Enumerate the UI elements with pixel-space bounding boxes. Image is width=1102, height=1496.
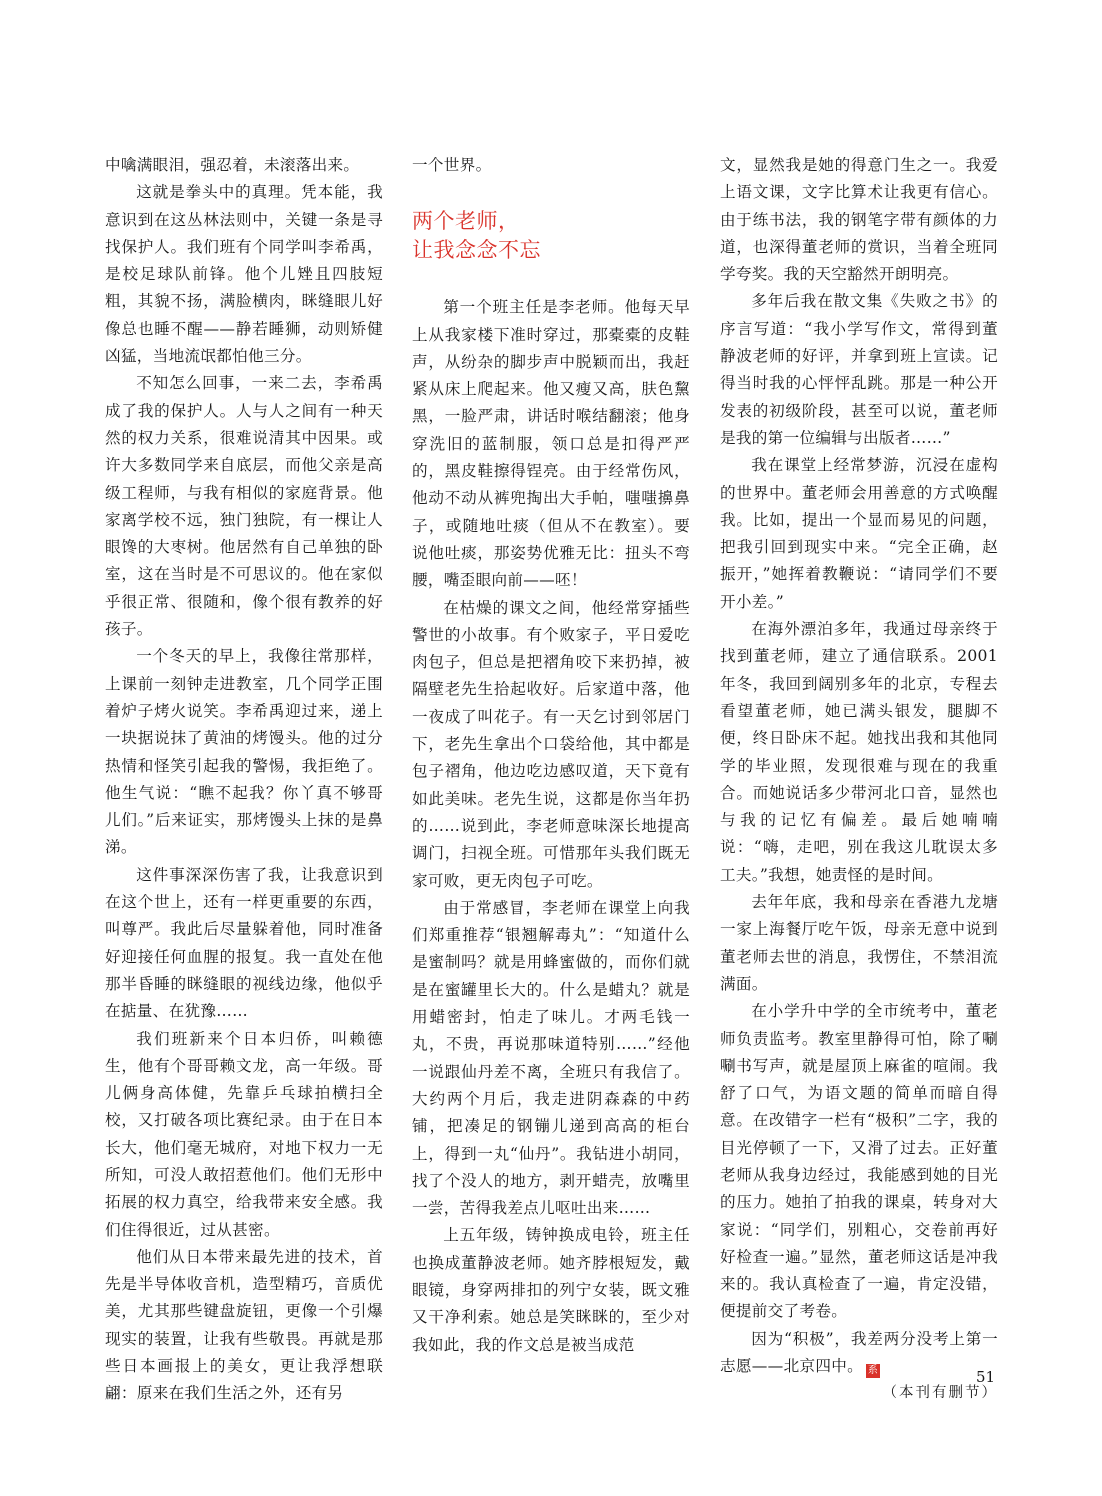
editor-note: （本刊有删节） [882,1385,998,1402]
paragraph: 我们班新来个日本归侨，叫赖德生，他有个哥哥赖文龙，高一年级。哥儿俩身高体健，先靠乒乓球拍横扫全校，又打破各项比赛纪录。由于在日本长大，他们毫无城府，对地下权力一无所知，可没人敢招惹他们。他们无形中拓展的权力真空，给我带来安全感。我们住得很近，过从甚密。 [105,1029,383,1239]
paragraph: 一个冬天的早上，我像往常那样，上课前一刻钟走进教室，几个同学正围着炉子烤火说笑。李希禹迎过来，递上一块据说抹了黄油的烤馒头。他的过分热情和怪笑引起我的警惕，我拒绝了。他生气说：“瞧不起我？你丫真不够哥儿们。”后来证实，那烤馒头上抹的是鼻涕。 [105,647,383,857]
paragraph: 上五年级，铸钟换成电铃，班主任也换成董静波老师。她齐脖根短发，戴眼镜，身穿两排扣的列宁女装，既文雅又干净利索。她总是笑眯眯的，至少对我如此，我的作文总是被当成范 [412,1226,690,1354]
heading-line-2: 让我念念不忘 [412,238,541,263]
paragraph: 文，显然我是她的得意门生之一。我爱上语文课，文字比算术让我更有信心。由于练书法，我的钢笔字带有颜体的力道，也深得董老师的赏识，当着全班同学夸奖。我的天空豁然开朗明亮。 [720,156,998,284]
paragraph: 他们从日本带来最先进的技术，首先是半导体收音机，造型精巧，音质优美，尤其那些键盘旋钮，更像一个引爆现实的装置，让我有些敬畏。再就是那些日本画报上的美女，更让我浮想联翩：原来在我们生活之外，还有另 [105,1247,383,1403]
column-1 [105,152,383,1408]
heading-line-1: 两个老师， [412,209,520,234]
paragraph-final [720,1326,998,1381]
paragraph: 由于常感冒，李老师在课堂上向我们郑重推荐“银翘解毒丸”：“知道什么是蜜制吗？就是用蜂蜜做的，而你们就是在蜜罐里长大的。什么是蜡丸？就是用蜡密封，怕走了味儿。才两毛钱一丸，不贵，再说那味道特别……”经他一说跟仙丹差不离，全班只有我信了。大约两个月后，我走进阴森森的中药铺，把凑足的钢镚儿递到高高的柜台上，得到一丸“仙丹”。我钻进小胡同，找了个没人的地方，剥开蜡壳，放嘴里一尝，苦得我差点儿呕吐出来…… [412,898,690,1218]
paragraph-text: 因为“积极”，我差两分没考上第一志愿——北京四中。 [720,1329,998,1376]
paragraph: 一个世界。 [412,156,492,174]
section-heading [412,207,690,265]
paragraph: 多年后我在散文集《失败之书》的序言写道：“我小学写作文，常得到董静波老师的好评，并拿到班上宣读。记得当时我的心怦怦乱跳。那是一种公开发表的初级阶段，甚至可以说，董老师是我的第一位编辑与出版者……” [720,292,998,447]
page-number: 51 [976,1368,996,1386]
paragraph: 我在课堂上经常梦游，沉浸在虚构的世界中。董老师会用善意的方式唤醒我。比如，提出一个显而易见的问题，把我引回到现实中来。“完全正确，赵振开，”她挥着教鞭说：“请同学们不要开小差。” [720,456,998,611]
paragraph: 不知怎么回事，一来二去，李希禹成了我的保护人。人与人之间有一种天然的权力关系，很难说清其中因果。或许大多数同学来自底层，而他父亲是高级工程师，与我有相似的家庭背景。他家离学校不远，独门独院，有一棵让人眼馋的大枣树。他居然有自己单独的卧室，这在当时是不可思议的。他在家似乎很正常、很随和，像个很有教养的好孩子。 [105,374,383,639]
column-2 [412,152,690,1359]
column-3 [720,152,998,1408]
paragraph: 这就是拳头中的真理。凭本能，我意识到在这丛林法则中，关键一条是寻找保护人。我们班有个同学叫李希禹，是校足球队前锋。他个儿矬且四肢短粗，其貌不扬，满脸横肉，眯缝眼儿好像总也睡不醒——静若睡狮，动则矫健凶猛，当地流氓都怕他三分。 [105,183,383,366]
paragraph: 去年年底，我和母亲在香港九龙塘一家上海餐厅吃午饭，母亲无意中说到董老师去世的消息，我愣住，不禁泪流满面。 [720,893,998,993]
paragraph: 在小学升中学的全市统考中，董老师负责监考。教室里静得可怕，除了唰唰书写声，就是屋顶上麻雀的喧闹。我舒了口气，为语文题的简单而暗自得意。在改错字一栏有“极积”二字，我的目光停顿了一下，又滑了过去。正好董老师从我身边经过，我能感到她的目光的压力。她拍了拍我的课桌，转身对大家说：“同学们，别粗心，交卷前再好好检查一遍。”显然，董老师这话是冲我来的。我认真检查了一遍，肯定没错，便提前交了考卷。 [720,1002,998,1321]
paragraph: 在海外漂泊多年，我通过母亲终于找到董老师，建立了通信联系。2001年冬，我回到阔别多年的北京，专程去看望董老师，她已满头银发，腿脚不便，终日卧床不起。她找出我和其他同学的毕业照，发现很难与现在的我重合。而她说话多少带河北口音，显然也与我的记忆有偏差。最后她喃喃说：“嗨，走吧，别在我这儿耽误太多工夫。”我想，她责怪的是时间。 [720,620,998,884]
paragraph: 这件事深深伤害了我，让我意识到在这个世上，还有一样更重要的东西，叫尊严。我此后尽量躲着他，同时准备好迎接任何血腥的报复。我一直处在他那半昏睡的眯缝眼的视线边缘，他似乎在掂量、在犹豫…… [105,865,383,1021]
end-mark-icon: 系 [867,1365,879,1377]
paragraph: 在枯燥的课文之间，他经常穿插些警世的小故事。有个败家子，平日爱吃肉包子，但总是把褶角咬下来扔掉，被隔壁老先生拾起收好。后家道中落，他一夜成了叫花子。有一天乞讨到邻居门下，老先生拿出个口袋给他，其中都是包子褶角，他边吃边感叹道，天下竟有如此美味。老先生说，这都是你当年扔的……说到此，李老师意味深长地提高调门，扫视全班。可惜那年头我们既无家可败，更无肉包子可吃。 [412,598,690,890]
paragraph: 第一个班主任是李老师。他每天早上从我家楼下准时穿过，那橐橐的皮鞋声，从纷杂的脚步声中脱颖而出，我赶紧从床上爬起来。他又瘦又高，肤色黧黑，一脸严肃，讲话时喉结翻滚；他身穿洗旧的蓝制服，领口总是扣得严严的，黑皮鞋擦得锃亮。由于经常伤风，他动不动从裤兜掏出大手帕，嗤嗤擤鼻子，或随地吐痰（但从不在教室）。要说他吐痰，那姿势优雅无比：扭头不弯腰，嘴歪眼向前——呸！ [412,298,690,590]
paragraph: 中噙满眼泪，强忍着，未滚落出来。 [105,156,360,174]
